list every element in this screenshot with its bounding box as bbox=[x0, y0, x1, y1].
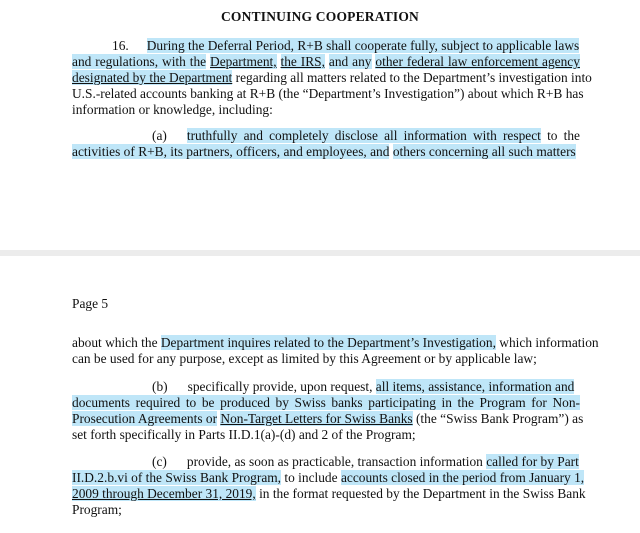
item-b-line3: Prosecution Agreements or Non-Target Letters for Swiss Banks (the “Swiss Bank Program”) as bbox=[72, 411, 584, 426]
document-page-bottom bbox=[0, 256, 640, 533]
item-b-label: (b) bbox=[152, 379, 168, 394]
link-designated-by-department: designated by the Department bbox=[72, 70, 233, 85]
para16-line2: and regulations, with the Department, the IRS, and any other federal law enforcement agency bbox=[72, 54, 580, 69]
item-b-line4: set forth specifically in Parts II.D.1(a)-(d) and 2 of the Program; bbox=[72, 427, 416, 442]
link-irs: the IRS, bbox=[280, 54, 325, 69]
item-b-line1: (b) specifically provide, upon request, all items, assistance, information and bbox=[152, 379, 575, 394]
item-c-label: (c) bbox=[152, 454, 167, 469]
item-c-line1: (c) provide, as soon as practicable, transaction information called for by Part bbox=[152, 454, 579, 469]
document-page-top bbox=[0, 0, 640, 250]
para16-line5: information or knowledge, including: bbox=[72, 102, 273, 117]
item-c-line2: II.D.2.b.vi of the Swiss Bank Program, to include accounts closed in the period from January 1, bbox=[72, 470, 585, 485]
section-heading: CONTINUING COOPERATION bbox=[220, 9, 420, 24]
item-a-label: (a) bbox=[152, 128, 167, 143]
item-a-line2: activities of R+B, its partners, officers, and employees, and others concerning all such matters bbox=[72, 144, 576, 159]
link-department: Department, bbox=[210, 54, 277, 69]
para16-number: 16. bbox=[112, 38, 129, 53]
cont-line2: can be used for any purpose, except as limited by this Agreement or by applicable law; bbox=[72, 351, 537, 366]
para16-line4: U.S.-related accounts banking at R+B (the “Department’s Investigation”) about which R+B has bbox=[72, 86, 584, 101]
item-a-line1: (a) truthfully and completely disclose all information with respect to the bbox=[152, 128, 580, 143]
link-non-target-letters: Non-Target Letters for Swiss Banks bbox=[220, 411, 413, 426]
item-c-line3: 2009 through December 31, 2019, in the format requested by the Department in the Swiss Bank bbox=[72, 486, 586, 501]
item-c-line4: Program; bbox=[72, 502, 122, 517]
para16-text-1: During the Deferral Period, R+B shall cooperate fully, subject to applicable laws bbox=[146, 38, 580, 53]
para16-line3: designated by the Department regarding all matters related to the Department’s investigation into bbox=[72, 70, 592, 85]
para16-line1 bbox=[72, 38, 580, 54]
link-other-agency: other federal law enforcement agency bbox=[375, 54, 580, 69]
cont-line1: about which the Department inquires related to the Department’s Investigation, which information bbox=[72, 335, 599, 350]
page-number: Page 5 bbox=[72, 296, 109, 311]
item-b-line2: documents required to be produced by Swiss banks participating in the Program for Non- bbox=[72, 395, 580, 410]
